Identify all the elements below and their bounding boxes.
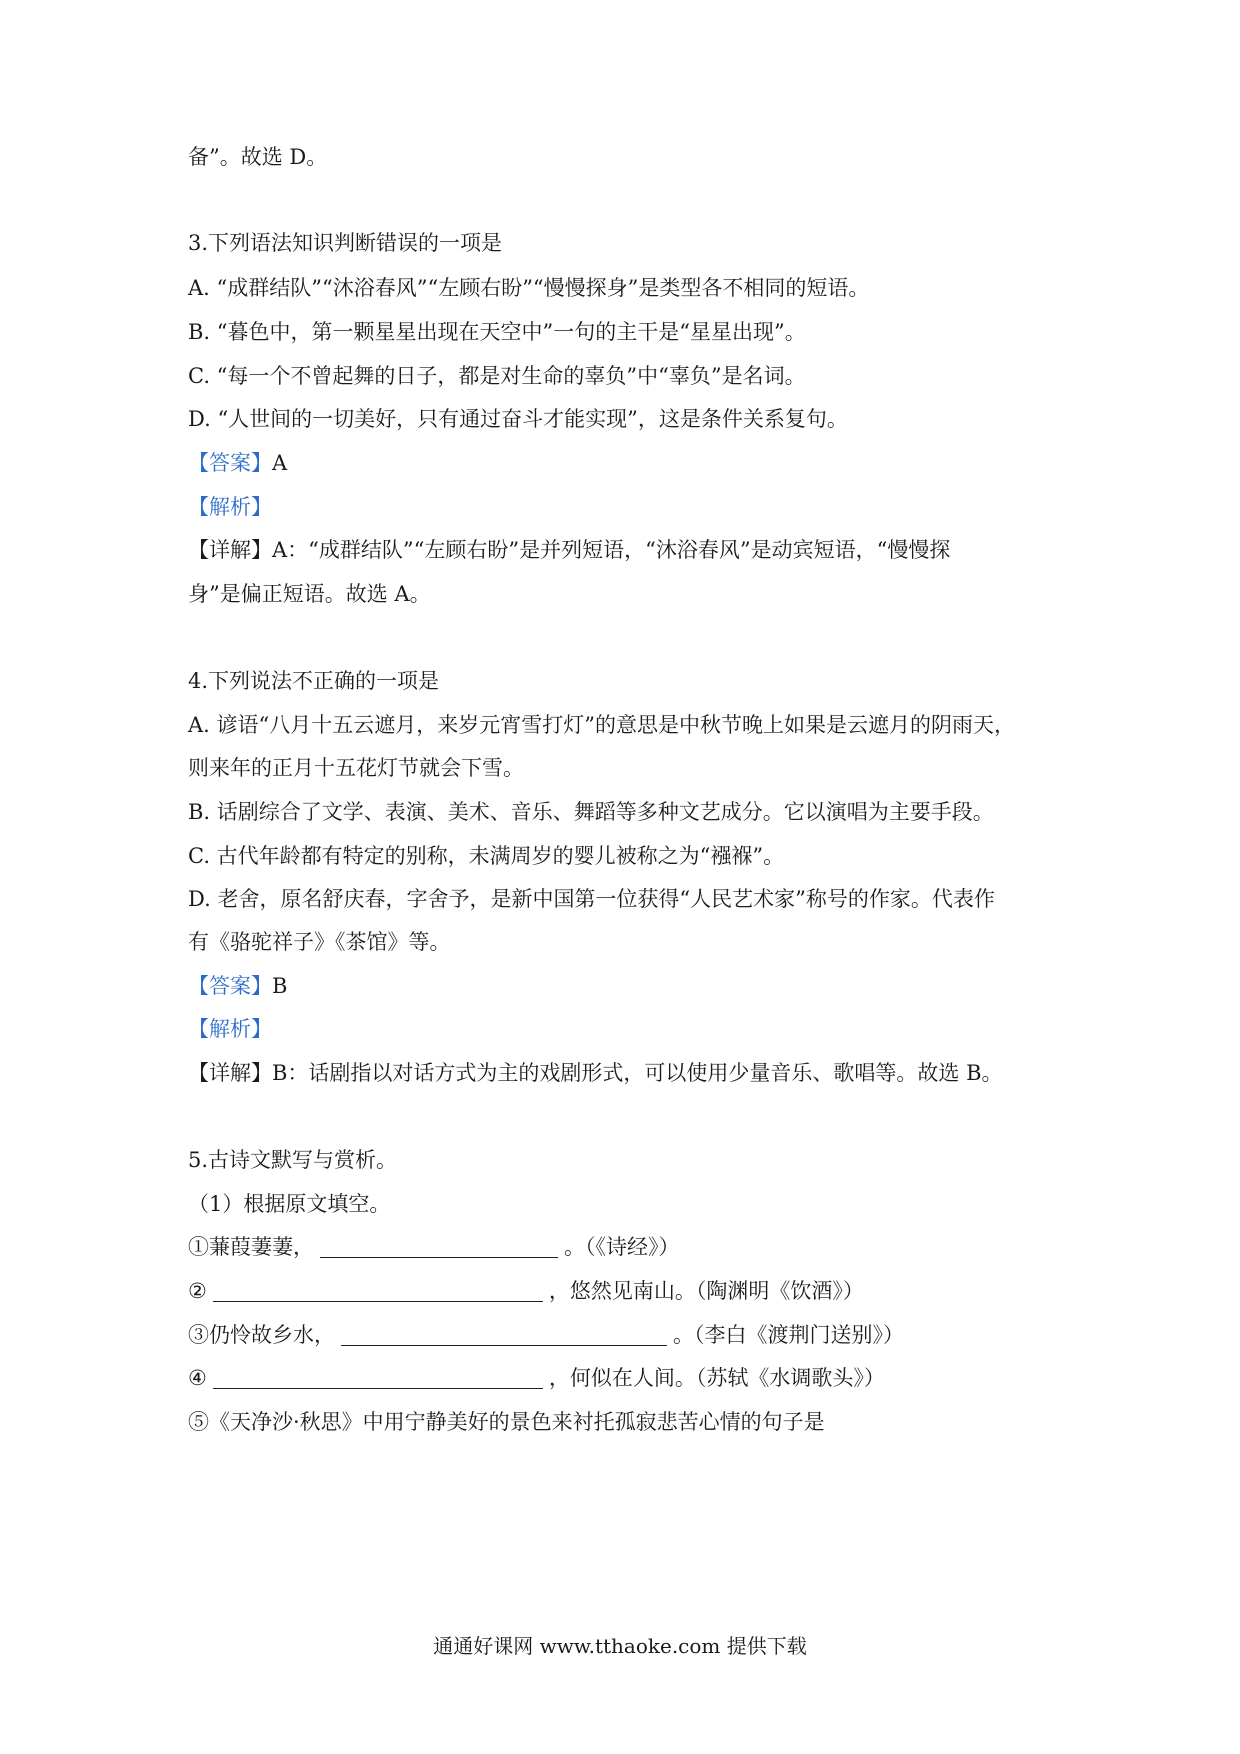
fill-blank-4-suffix: ，何似在人间。（苏轼《水调歌头》） <box>548 1366 885 1390</box>
question-4-analysis-label <box>188 1015 1068 1043</box>
fill-blank-2-prefix: ② <box>188 1279 207 1303</box>
detail-label: 【详解】 <box>188 1061 272 1085</box>
question-4-detail <box>188 1059 1068 1087</box>
detail-text: A：“成群结队”“左顾右盼”是并列短语，“沐浴春风”是动宾短语，“慢慢探 <box>272 538 951 562</box>
fill-blank-4 <box>188 1364 1068 1392</box>
text-line: 备”。故选 D。 <box>188 145 328 169</box>
answer-label: 【答案】 <box>188 451 272 475</box>
question-3-detail <box>188 536 1068 564</box>
question-3-option-d: D. “人世间的一切美好，只有通过奋斗才能实现”，这是条件关系复句。 <box>188 407 848 431</box>
question-4-option-a-cont: 则来年的正月十五花灯节就会下雪。 <box>188 756 524 780</box>
detail-text: B：话剧指以对话方式为主的戏剧形式，可以使用少量音乐、歌唱等。故选 B。 <box>272 1061 1003 1085</box>
answer-value: B <box>272 974 288 998</box>
blank-line <box>341 1323 667 1346</box>
fill-blank-3-prefix: ③仍怜故乡水， <box>188 1323 335 1347</box>
question-3-detail-cont: 身”是偏正短语。故选 A。 <box>188 582 431 606</box>
question-3-answer <box>188 449 1068 477</box>
answer-value: A <box>272 451 288 475</box>
fill-blank-1-prefix: ①蒹葭萋萋， <box>188 1235 314 1259</box>
blank-line <box>213 1366 543 1389</box>
question-3-stem: 3.下列语法知识判断错误的一项是 <box>188 231 503 255</box>
fill-blank-5: ⑤《天净沙·秋思》中用宁静美好的景色来衬托孤寂悲苦心情的句子是 <box>188 1410 825 1434</box>
question-4-option-c: C. 古代年龄都有特定的别称，未满周岁的婴儿被称之为“襁褓”。 <box>188 844 785 868</box>
fill-blank-2 <box>188 1277 1068 1305</box>
question-4-option-d-cont: 有《骆驼祥子》《茶馆》等。 <box>188 930 451 954</box>
question-4-option-d: D. 老舍，原名舒庆春，字舍予，是新中国第一位获得“人民艺术家”称号的作家。代表作 <box>188 887 995 911</box>
blank-line <box>213 1279 543 1302</box>
analysis-label: 【解析】 <box>188 1017 272 1041</box>
analysis-label: 【解析】 <box>188 495 272 519</box>
question-5-subpart-1: （1）根据原文填空。 <box>188 1192 391 1216</box>
question-4-answer <box>188 972 1068 1000</box>
question-5-stem: 5.古诗文默写与赏析。 <box>188 1148 398 1172</box>
blank-line <box>320 1235 558 1258</box>
fill-blank-1-suffix: 。（《诗经》） <box>564 1235 680 1259</box>
page-footer: 通通好课网 www.tthaoke.com 提供下载 <box>433 1634 807 1658</box>
answer-label: 【答案】 <box>188 974 272 998</box>
fill-blank-1 <box>188 1233 1068 1261</box>
fill-blank-2-suffix: ，悠然见南山。（陶渊明《饮酒》） <box>548 1279 864 1303</box>
question-3-option-c: C. “每一个不曾起舞的日子，都是对生命的辜负”中“辜负”是名词。 <box>188 364 806 388</box>
question-3-option-b: B. “暮色中，第一颗星星出现在天空中”一句的主干是“星星出现”。 <box>188 320 806 344</box>
fill-blank-3-suffix: 。（李白《渡荆门送别》） <box>673 1323 904 1347</box>
fill-blank-4-prefix: ④ <box>188 1366 207 1390</box>
detail-label: 【详解】 <box>188 538 272 562</box>
question-4-option-b: B. 话剧综合了文学、表演、美术、音乐、舞蹈等多种文艺成分。它以演唱为主要手段。 <box>188 800 994 824</box>
question-3-analysis-label <box>188 493 1068 521</box>
question-4-option-a: A. 谚语“八月十五云遮月，来岁元宵雪打灯”的意思是中秋节晚上如果是云遮月的阴雨天， <box>188 713 1015 737</box>
question-3-option-a: A. “成群结队”“沐浴春风”“左顾右盼”“慢慢探身”是类型各不相同的短语。 <box>188 276 870 300</box>
fill-blank-3 <box>188 1321 1068 1349</box>
question-4-stem: 4.下列说法不正确的一项是 <box>188 669 440 693</box>
